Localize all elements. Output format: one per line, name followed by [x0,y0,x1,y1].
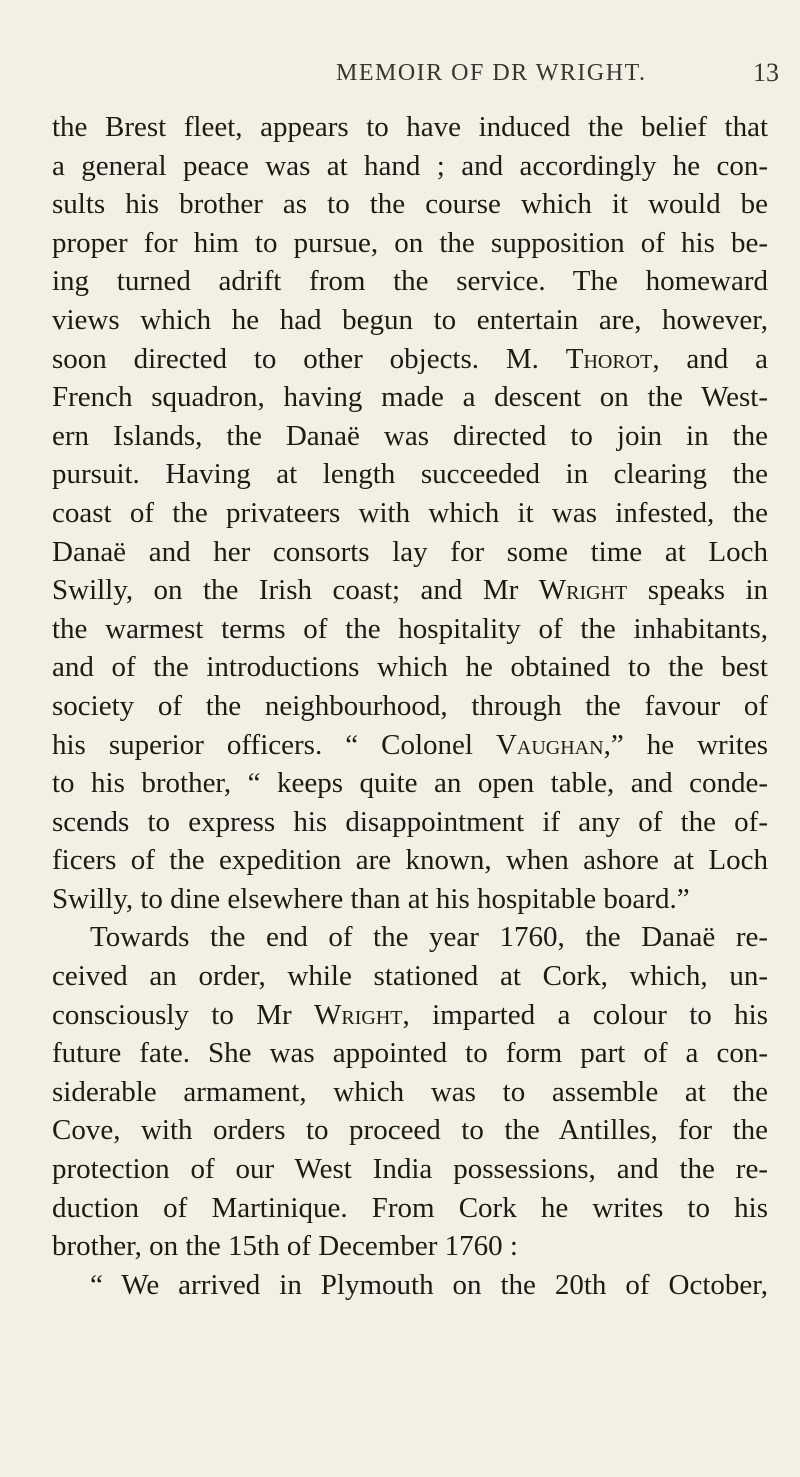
text-run: ,” he writes [603,728,768,761]
text-run: his superior officers. “ Colonel [52,728,496,761]
text-line: Towards the end of the year 1760, the Danaë re- [90,921,768,954]
person-name: Vaughan [495,728,604,761]
text-line [52,996,768,1035]
text-line [52,340,768,379]
text-line: coast of the privateers with which it was infested, the [52,496,768,529]
text-line: brother, on the 15th of December 1760 : [52,1230,518,1263]
text-line: the Brest fleet, appears to have induced the belief that [52,111,768,143]
text-line: “ We arrived in Plymouth on the 20th of October, [90,1268,768,1301]
text-line [52,726,768,765]
text-line: views which he had begun to entertain are, however, [52,303,768,336]
text-run: consciously to Mr [52,998,315,1031]
text-line: to his brother, “ keeps quite an open table, and conde- [52,767,768,800]
text-line: society of the neighbourhood, through the favour of [52,689,768,722]
running-title: MEMOIR OF DR WRIGHT. [336,60,647,86]
text-line [52,571,768,610]
text-run: , and a [652,342,768,375]
text-line: Cove, with orders to proceed to the Antilles, for the [52,1114,768,1147]
text-run: , imparted a colour to his [402,998,768,1031]
text-line: sults his brother as to the course which it would be [52,188,768,221]
text-line: ing turned adrift from the service. The homeward [52,265,768,298]
text-line: future fate. She was appointed to form part of a con- [52,1037,768,1070]
text-line: and of the introductions which he obtained to the best [52,651,768,684]
text-line: the warmest terms of the hospitality of the inhabitants, [52,612,768,645]
body-text [52,108,768,1304]
text-line: a general peace was at hand ; and accordingly he con- [52,149,768,182]
text-line: scends to express his disappointment if any of the of- [52,805,768,838]
text-line: proper for him to pursue, on the supposition of his be- [52,226,768,259]
text-run: soon directed to other objects. M. [52,342,566,375]
text-run: Swilly, on the Irish coast; and Mr [52,574,539,607]
text-line: protection of our West India possessions, and the re- [52,1153,768,1186]
person-name: Thorot [565,342,653,375]
text-line: Danaë and her consorts lay for some time at Loch [52,535,768,568]
text-line: duction of Martinique. From Cork he writes to his [52,1191,768,1224]
text-line: ficers of the expedition are known, when ashore at Loch [52,844,768,877]
person-name: Wright [314,998,403,1031]
text-line: siderable armament, which was to assemble at the [52,1075,768,1108]
text-line: pursuit. Having at length succeeded in clearing the [52,458,768,491]
text-line: ceived an order, while stationed at Cork, which, un- [52,960,768,993]
text-run: speaks in [627,574,769,607]
text-line: Swilly, to dine elsewhere than at his hospitable board.” [52,882,690,915]
text-line: French squadron, having made a descent on the West- [52,381,768,414]
person-name: Wright [538,574,628,607]
running-head [0,48,800,88]
text-line: ern Islands, the Danaë was directed to join in the [52,419,768,452]
page-number: 13 [753,58,779,87]
